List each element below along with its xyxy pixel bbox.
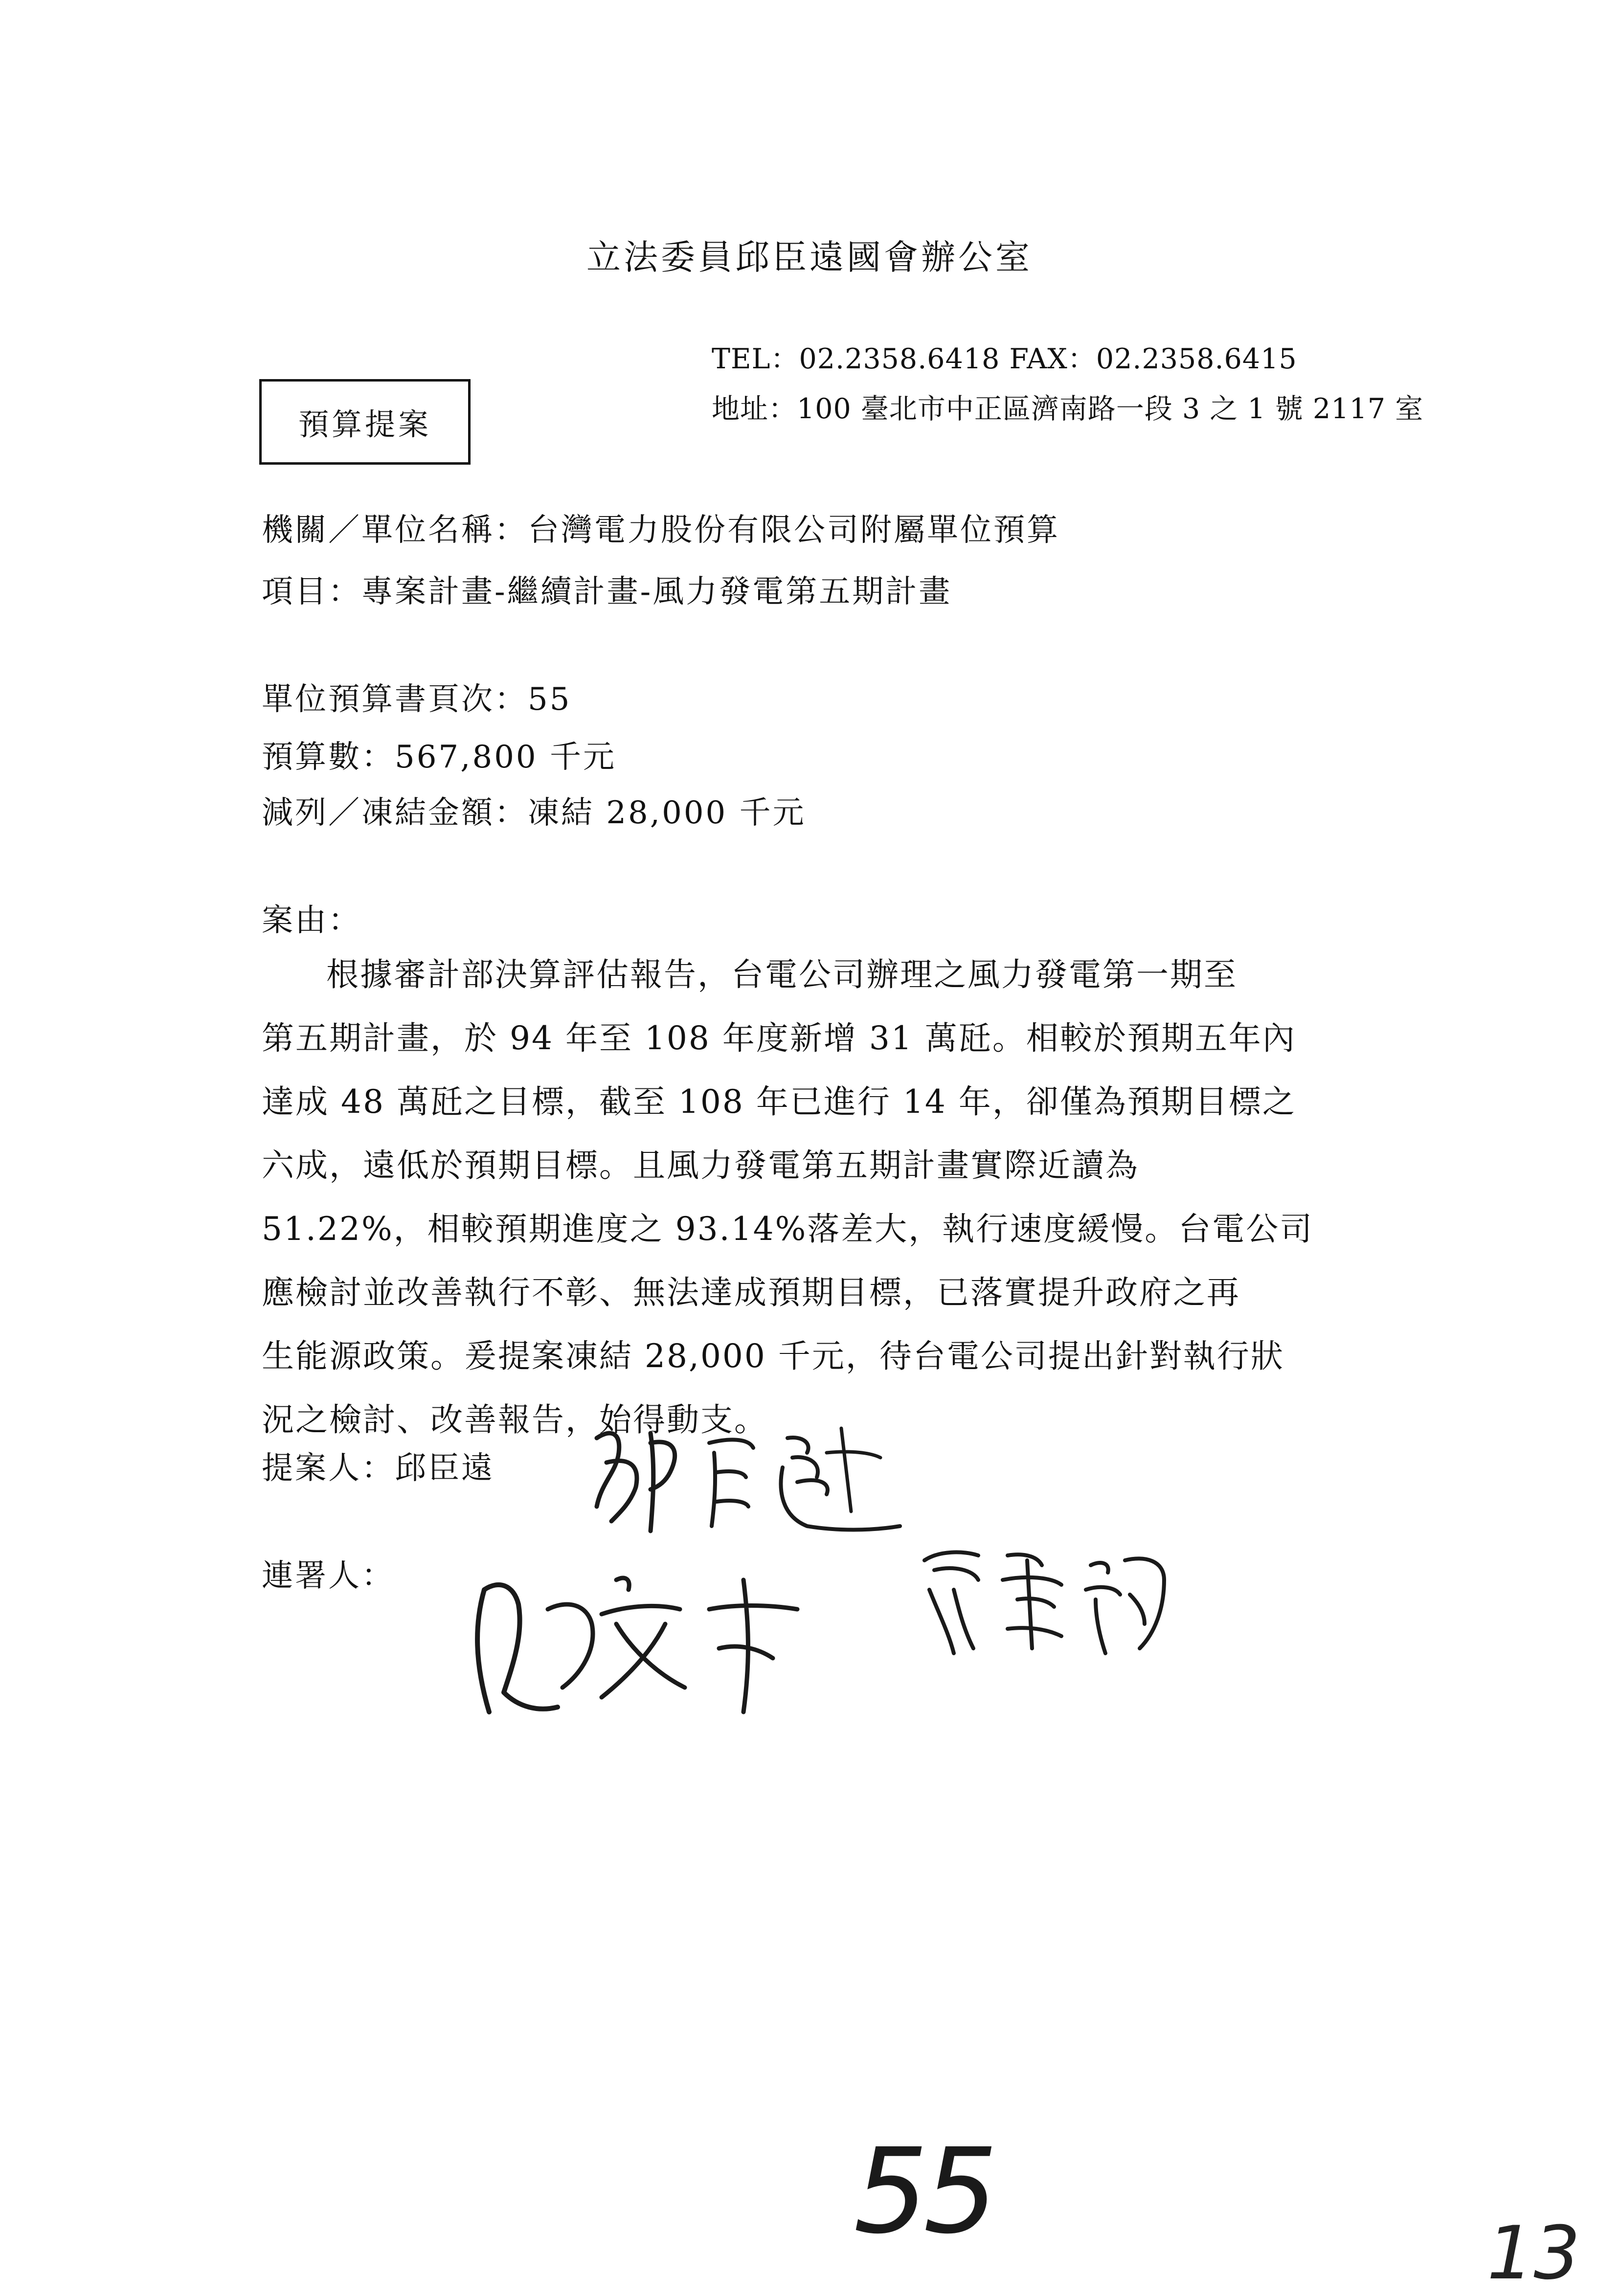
page-number-field: 單位預算書頁次：55 — [262, 681, 572, 718]
handwritten-sheet-number: 13 — [1487, 2211, 1580, 2296]
budget-field: 預算數：567,800 千元 — [262, 739, 616, 775]
office-title: 立法委員邱臣遠國會辦公室 — [586, 237, 1033, 277]
proposer-label: 提案人：邱臣遠 — [262, 1450, 495, 1486]
reason-line: 況之檢討、改善報告，始得動支。 — [262, 1401, 768, 1439]
freeze-amount-field: 減列／凍結金額：凍結 28,000 千元 — [262, 795, 806, 831]
reason-label: 案由： — [262, 902, 361, 939]
reason-line: 生能源政策。爰提案凍結 28,000 千元，待台電公司提出針對執行狀 — [262, 1337, 1284, 1375]
reason-line: 達成 48 萬瓩之目標，截至 108 年已進行 14 年，卻僅為預期目標之 — [262, 1083, 1296, 1121]
reason-line: 應檢討並改善執行不彰、無法達成預期目標，已落實提升政府之再 — [262, 1274, 1240, 1311]
item-field: 項目：專案計畫-繼續計畫-風力發電第五期計畫 — [262, 574, 952, 610]
cosigner-signature-2 — [910, 1531, 1184, 1668]
address-line: 地址：100 臺北市中正區濟南路一段 3 之 1 號 2117 室 — [712, 393, 1424, 425]
cosigner-label: 連署人： — [262, 1558, 395, 1594]
reason-line: 根據審計部決算評估報告，台電公司辦理之風力發電第一期至 — [326, 956, 1237, 993]
tel-fax-line: TEL：02.2358.6418 FAX：02.2358.6415 — [712, 343, 1297, 375]
reason-body — [262, 943, 1396, 1452]
reason-line: 51.22%，相較預期進度之 93.14%落差大，執行速度緩慢。台電公司 — [262, 1210, 1314, 1248]
cosigner-signature-1 — [455, 1551, 836, 1736]
proposal-type-box — [259, 379, 471, 465]
reason-line: 第五期計畫，於 94 年至 108 年度新增 31 萬瓩。相較於預期五年內 — [262, 1019, 1296, 1057]
agency-field: 機關／單位名稱：台灣電力股份有限公司附屬單位預算 — [262, 512, 1060, 548]
handwritten-page-number: 55 — [854, 2123, 993, 2260]
proposer-signature — [577, 1409, 920, 1546]
reason-line: 六成，遠低於預期目標。且風力發電第五期計畫實際近讀為 — [262, 1147, 1139, 1184]
proposal-type-label: 預算提案 — [298, 406, 431, 442]
